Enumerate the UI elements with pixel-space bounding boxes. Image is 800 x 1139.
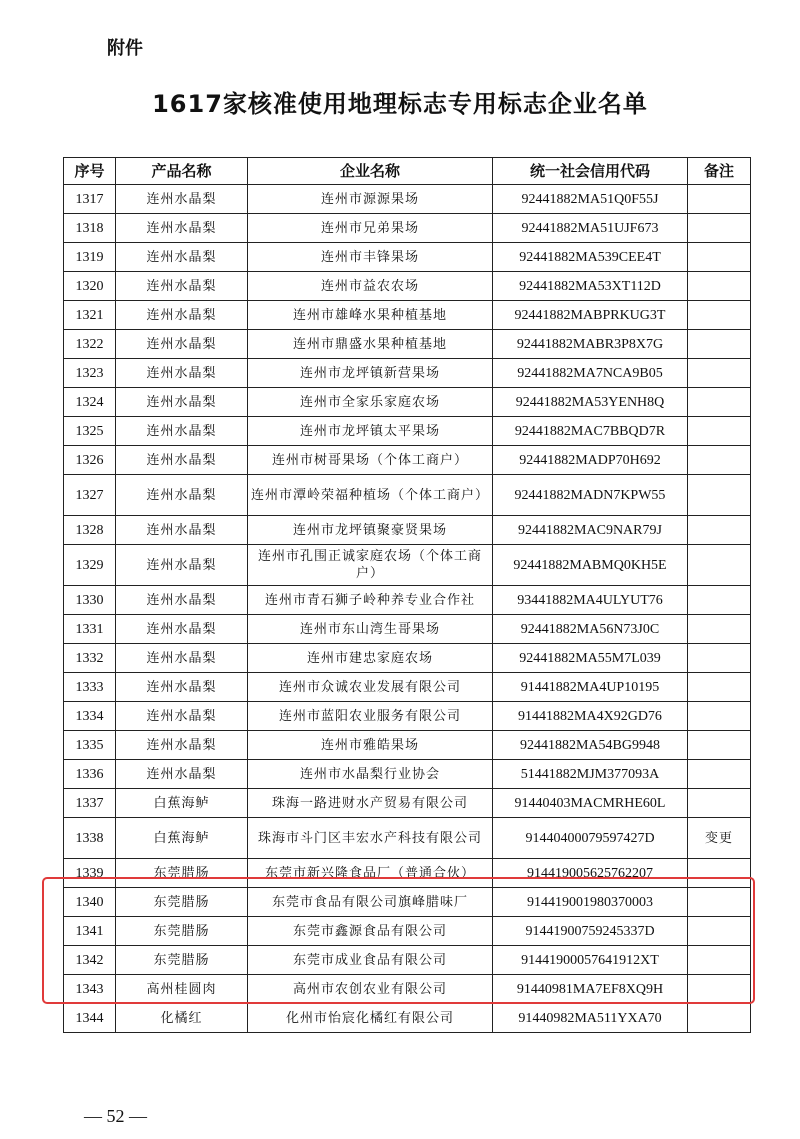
table-row	[64, 272, 751, 301]
table-row	[64, 615, 751, 644]
cell-product: 连州水晶梨	[116, 475, 248, 516]
cell-note	[688, 702, 751, 731]
table-row	[64, 1004, 751, 1033]
cell-code: 91440982MA511YXA70	[493, 1004, 688, 1033]
column-header-note: 备注	[688, 158, 751, 185]
cell-company: 连州市建忠家庭农场	[248, 644, 493, 673]
cell-company: 连州市益农农场	[248, 272, 493, 301]
table-row	[64, 330, 751, 359]
cell-product: 连州水晶梨	[116, 388, 248, 417]
cell-product: 东莞腊肠	[116, 859, 248, 888]
cell-company: 连州市丰锋果场	[248, 243, 493, 272]
table-row	[64, 789, 751, 818]
cell-code: 92441882MA55M7L039	[493, 644, 688, 673]
cell-product: 高州桂圆肉	[116, 975, 248, 1004]
table-row	[64, 702, 751, 731]
cell-note	[688, 272, 751, 301]
cell-code: 92441882MABMQ0KH5E	[493, 545, 688, 586]
cell-company: 东莞市新兴隆食品厂（普通合伙）	[248, 859, 493, 888]
table-row	[64, 760, 751, 789]
cell-code: 92441882MA54BG9948	[493, 731, 688, 760]
table-row	[64, 731, 751, 760]
cell-code: 92441882MA7NCA9B05	[493, 359, 688, 388]
table-row	[64, 859, 751, 888]
cell-company: 连州市青石狮子岭种养专业合作社	[248, 586, 493, 615]
cell-product: 连州水晶梨	[116, 731, 248, 760]
cell-product: 连州水晶梨	[116, 330, 248, 359]
table-row	[64, 673, 751, 702]
cell-code: 92441882MA53XT112D	[493, 272, 688, 301]
table-row	[64, 243, 751, 272]
cell-note	[688, 1004, 751, 1033]
table-row	[64, 301, 751, 330]
cell-no: 1320	[64, 272, 116, 301]
table-row	[64, 516, 751, 545]
cell-note	[688, 516, 751, 545]
cell-note	[688, 644, 751, 673]
table-row	[64, 644, 751, 673]
cell-note	[688, 586, 751, 615]
cell-note	[688, 888, 751, 917]
cell-product: 连州水晶梨	[116, 301, 248, 330]
table-row	[64, 388, 751, 417]
cell-product: 连州水晶梨	[116, 545, 248, 586]
cell-no: 1322	[64, 330, 116, 359]
cell-no: 1331	[64, 615, 116, 644]
cell-no: 1325	[64, 417, 116, 446]
cell-no: 1343	[64, 975, 116, 1004]
cell-product: 连州水晶梨	[116, 586, 248, 615]
table-row	[64, 417, 751, 446]
table-row	[64, 917, 751, 946]
cell-note: 变更	[688, 818, 751, 859]
table-row	[64, 888, 751, 917]
cell-company: 连州市雅皓果场	[248, 731, 493, 760]
cell-no: 1327	[64, 475, 116, 516]
cell-product: 白蕉海鲈	[116, 818, 248, 859]
cell-product: 连州水晶梨	[116, 417, 248, 446]
cell-note	[688, 214, 751, 243]
cell-company: 连州市兄弟果场	[248, 214, 493, 243]
cell-code: 91441900057641912XT	[493, 946, 688, 975]
table-row	[64, 545, 751, 586]
cell-no: 1330	[64, 586, 116, 615]
cell-product: 化橘红	[116, 1004, 248, 1033]
cell-product: 连州水晶梨	[116, 760, 248, 789]
cell-note	[688, 475, 751, 516]
cell-no: 1333	[64, 673, 116, 702]
cell-code: 92441882MA539CEE4T	[493, 243, 688, 272]
cell-no: 1319	[64, 243, 116, 272]
cell-company: 珠海市斗门区丰宏水产科技有限公司	[248, 818, 493, 859]
cell-note	[688, 417, 751, 446]
cell-company: 连州市龙坪镇聚豪贤果场	[248, 516, 493, 545]
table-row	[64, 586, 751, 615]
cell-product: 连州水晶梨	[116, 702, 248, 731]
table-row	[64, 446, 751, 475]
cell-no: 1340	[64, 888, 116, 917]
table-row	[64, 818, 751, 859]
cell-note	[688, 917, 751, 946]
cell-product: 连州水晶梨	[116, 214, 248, 243]
cell-note	[688, 760, 751, 789]
cell-note	[688, 388, 751, 417]
column-header-code: 统一社会信用代码	[493, 158, 688, 185]
cell-company: 高州市农创农业有限公司	[248, 975, 493, 1004]
cell-company: 连州市水晶梨行业协会	[248, 760, 493, 789]
cell-code: 93441882MA4ULYUT76	[493, 586, 688, 615]
cell-code: 92441882MA51UJF673	[493, 214, 688, 243]
cell-company: 连州市源源果场	[248, 185, 493, 214]
cell-no: 1335	[64, 731, 116, 760]
cell-company: 东莞市食品有限公司旗峰腊味厂	[248, 888, 493, 917]
cell-no: 1326	[64, 446, 116, 475]
cell-no: 1334	[64, 702, 116, 731]
cell-product: 连州水晶梨	[116, 359, 248, 388]
cell-code: 91440400079597427D	[493, 818, 688, 859]
cell-code: 92441882MA51Q0F55J	[493, 185, 688, 214]
cell-no: 1338	[64, 818, 116, 859]
cell-company: 连州市龙坪镇新营果场	[248, 359, 493, 388]
cell-product: 东莞腊肠	[116, 888, 248, 917]
cell-note	[688, 545, 751, 586]
table-row	[64, 946, 751, 975]
cell-product: 白蕉海鲈	[116, 789, 248, 818]
cell-note	[688, 975, 751, 1004]
cell-product: 连州水晶梨	[116, 673, 248, 702]
cell-no: 1328	[64, 516, 116, 545]
document-title: 1617家核准使用地理标志专用标志企业名单	[152, 90, 648, 118]
cell-company: 连州市众诚农业发展有限公司	[248, 673, 493, 702]
cell-code: 92441882MAC7BBQD7R	[493, 417, 688, 446]
cell-code: 92441882MADN7KPW55	[493, 475, 688, 516]
cell-product: 连州水晶梨	[116, 272, 248, 301]
cell-company: 珠海一路进财水产贸易有限公司	[248, 789, 493, 818]
cell-company: 连州市潭岭荣福种植场（个体工商户）	[248, 475, 493, 516]
cell-company: 连州市树哥果场（个体工商户）	[248, 446, 493, 475]
cell-no: 1337	[64, 789, 116, 818]
cell-company: 连州市鼎盛水果种植基地	[248, 330, 493, 359]
cell-code: 92441882MADP70H692	[493, 446, 688, 475]
cell-company: 连州市东山湾生哥果场	[248, 615, 493, 644]
cell-note	[688, 446, 751, 475]
cell-company: 连州市蓝阳农业服务有限公司	[248, 702, 493, 731]
cell-code: 92441882MABR3P8X7G	[493, 330, 688, 359]
column-header-no: 序号	[64, 158, 116, 185]
table-row	[64, 185, 751, 214]
cell-product: 连州水晶梨	[116, 243, 248, 272]
cell-code: 91441882MA4UP10195	[493, 673, 688, 702]
cell-company: 连州市雄峰水果种植基地	[248, 301, 493, 330]
cell-product: 连州水晶梨	[116, 644, 248, 673]
cell-product: 连州水晶梨	[116, 516, 248, 545]
cell-note	[688, 330, 751, 359]
cell-note	[688, 243, 751, 272]
cell-product: 东莞腊肠	[116, 946, 248, 975]
cell-no: 1324	[64, 388, 116, 417]
cell-code: 92441882MA56N73J0C	[493, 615, 688, 644]
column-header-product: 产品名称	[116, 158, 248, 185]
cell-note	[688, 946, 751, 975]
table-row	[64, 975, 751, 1004]
cell-code: 914419001980370003	[493, 888, 688, 917]
cell-note	[688, 615, 751, 644]
cell-code: 51441882MJM377093A	[493, 760, 688, 789]
cell-company: 化州市怡宸化橘红有限公司	[248, 1004, 493, 1033]
enterprise-table	[63, 157, 751, 1033]
cell-product: 连州水晶梨	[116, 446, 248, 475]
cell-company: 东莞市鑫源食品有限公司	[248, 917, 493, 946]
cell-no: 1317	[64, 185, 116, 214]
column-header-company: 企业名称	[248, 158, 493, 185]
cell-note	[688, 301, 751, 330]
cell-note	[688, 859, 751, 888]
cell-note	[688, 789, 751, 818]
cell-product: 东莞腊肠	[116, 917, 248, 946]
page-number: — 52 —	[84, 1106, 147, 1126]
cell-code: 92441882MAC9NAR79J	[493, 516, 688, 545]
cell-no: 1339	[64, 859, 116, 888]
cell-code: 91441900759245337D	[493, 917, 688, 946]
cell-no: 1336	[64, 760, 116, 789]
cell-no: 1323	[64, 359, 116, 388]
cell-company: 连州市龙坪镇太平果场	[248, 417, 493, 446]
cell-code: 92441882MABPRKUG3T	[493, 301, 688, 330]
cell-company: 东莞市成业食品有限公司	[248, 946, 493, 975]
cell-no: 1332	[64, 644, 116, 673]
table-row	[64, 475, 751, 516]
table-row	[64, 359, 751, 388]
cell-product: 连州水晶梨	[116, 185, 248, 214]
cell-company: 连州市孔围正诚家庭农场（个体工商户）	[248, 545, 493, 586]
cell-no: 1341	[64, 917, 116, 946]
cell-code: 91440403MACMRHE60L	[493, 789, 688, 818]
cell-note	[688, 731, 751, 760]
cell-no: 1321	[64, 301, 116, 330]
cell-company: 连州市全家乐家庭农场	[248, 388, 493, 417]
cell-code: 91440981MA7EF8XQ9H	[493, 975, 688, 1004]
cell-no: 1342	[64, 946, 116, 975]
cell-product: 连州水晶梨	[116, 615, 248, 644]
cell-no: 1318	[64, 214, 116, 243]
cell-no: 1344	[64, 1004, 116, 1033]
cell-no: 1329	[64, 545, 116, 586]
cell-code: 92441882MA53YENH8Q	[493, 388, 688, 417]
cell-code: 91441882MA4X92GD76	[493, 702, 688, 731]
cell-note	[688, 185, 751, 214]
attachment-label: 附件	[107, 38, 143, 59]
cell-note	[688, 673, 751, 702]
table-header-row	[64, 158, 751, 185]
table-row	[64, 214, 751, 243]
cell-code: 914419005625762207	[493, 859, 688, 888]
cell-note	[688, 359, 751, 388]
